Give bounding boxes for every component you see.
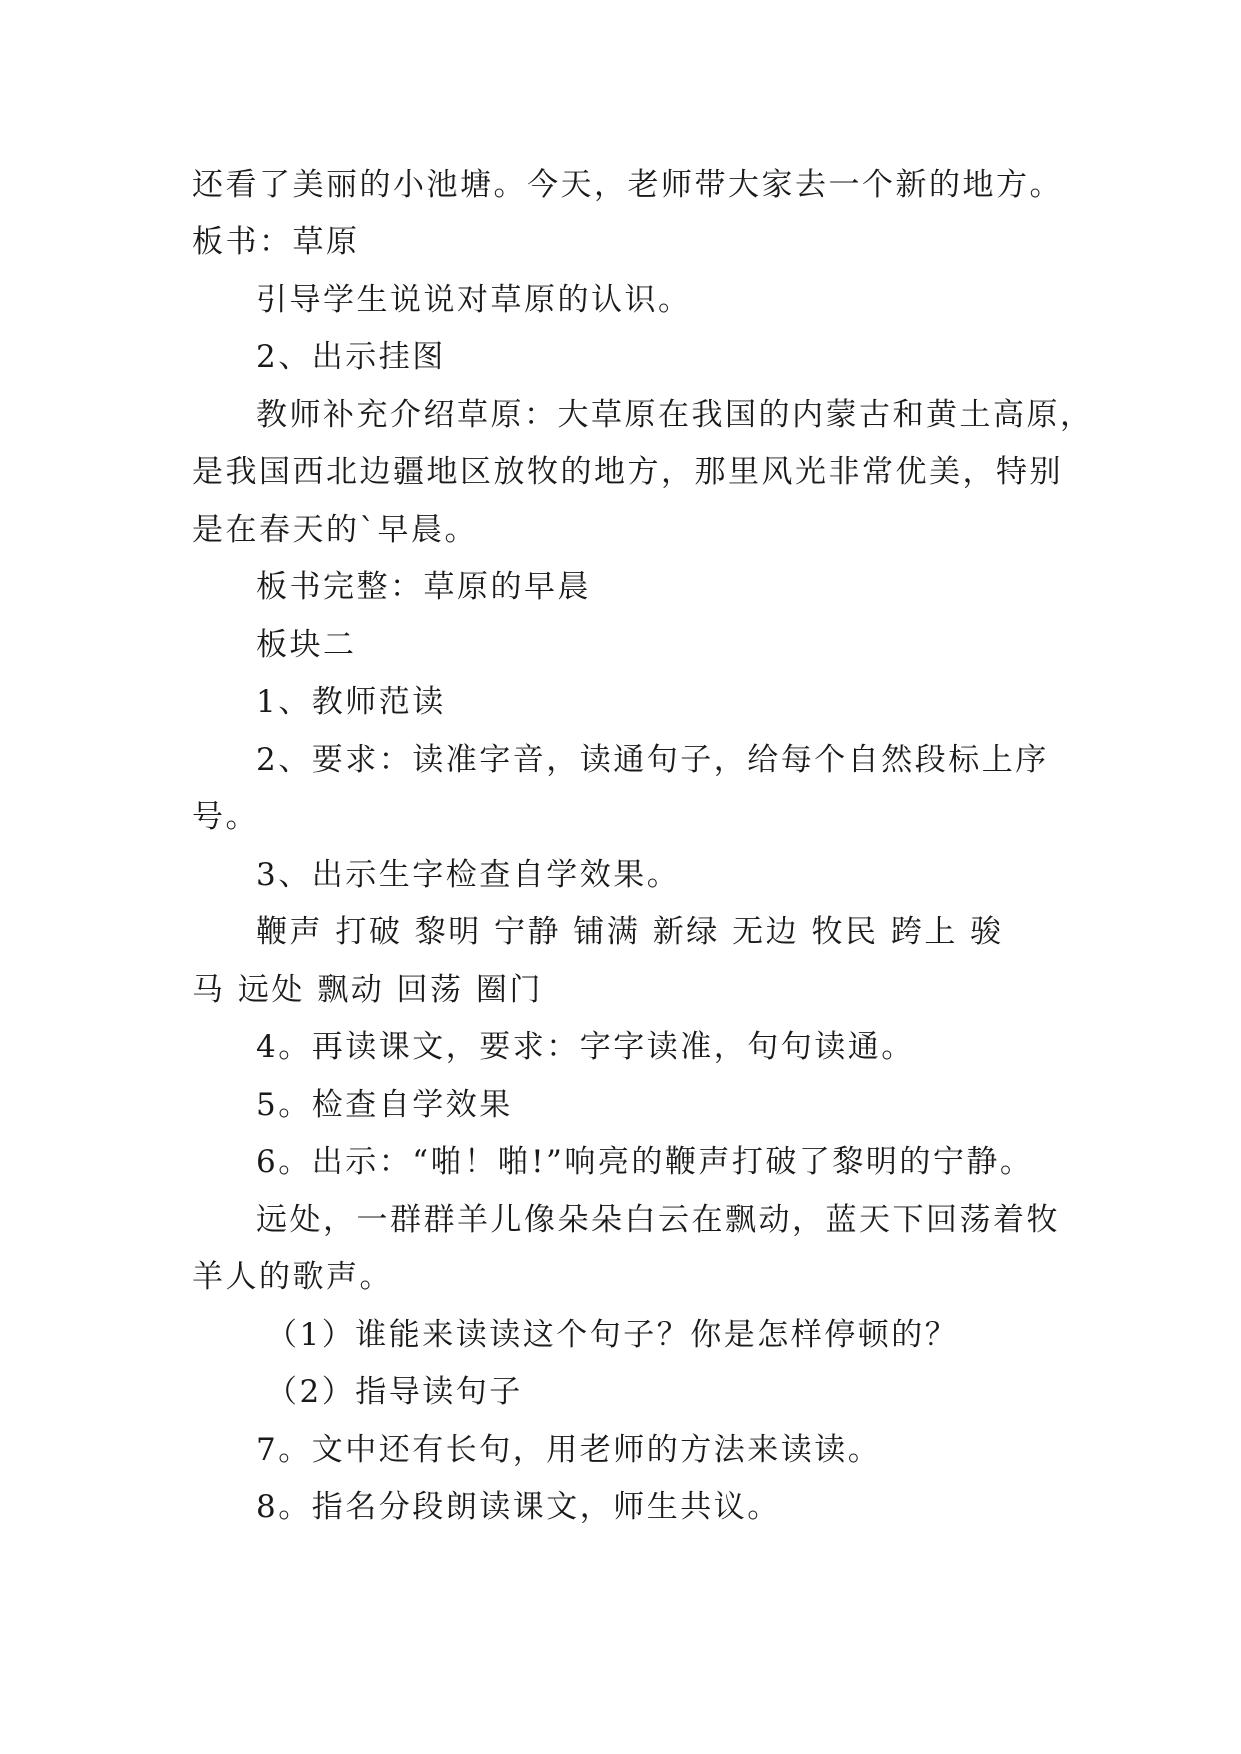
text-line: （2）指导读句子 — [266, 1374, 523, 1410]
text-line: 7。文中还有长句，用老师的方法来读读。 — [256, 1432, 882, 1468]
text-line: 是在春天的`早晨。 — [192, 512, 478, 548]
text-line: 3、出示生字检查自学效果。 — [256, 857, 681, 893]
text-line: 1、教师范读 — [256, 684, 446, 720]
text-line: 马 远处 飘动 回荡 圈门 — [192, 972, 543, 1008]
text-line: 2、出示挂图 — [256, 339, 446, 375]
text-line: 号。 — [192, 799, 259, 835]
text-line: 鞭声 打破 黎明 宁静 铺满 新绿 无边 牧民 跨上 骏 — [256, 914, 1004, 950]
text-line: 板块二 — [256, 627, 357, 663]
text-line: （1）谁能来读读这个句子？你是怎样停顿的？ — [266, 1317, 959, 1353]
text-line: 8。指名分段朗读课文，师生共议。 — [256, 1489, 781, 1525]
text-line: 2、要求：读准字音，读通句子，给每个自然段标上序 — [256, 742, 1049, 778]
text-line: 4。再读课文，要求：字字读准，句句读通。 — [256, 1029, 915, 1065]
text-line: 还看了美丽的小池塘。今天，老师带大家去一个新的地方。 — [192, 167, 1063, 203]
text-line: 6。出示：“啪！啪!”响亮的鞭声打破了黎明的宁静。 — [256, 1144, 1034, 1180]
text-line: 教师补充介绍草原：大草原在我国的内蒙古和黄土高原， — [256, 397, 1094, 433]
text-line: 羊人的歌声。 — [192, 1259, 393, 1295]
text-line: 板书：草原 — [192, 224, 360, 260]
text-line: 引导学生说说对草原的认识。 — [256, 282, 692, 318]
text-line: 是我国西北边疆地区放牧的地方，那里风光非常优美，特别 — [192, 454, 1063, 490]
text-line: 5。检查自学效果 — [256, 1087, 513, 1123]
text-line: 板书完整：草原的早晨 — [256, 569, 591, 605]
text-line: 远处，一群群羊儿像朵朵白云在飘动，蓝天下回荡着牧 — [256, 1202, 1060, 1238]
